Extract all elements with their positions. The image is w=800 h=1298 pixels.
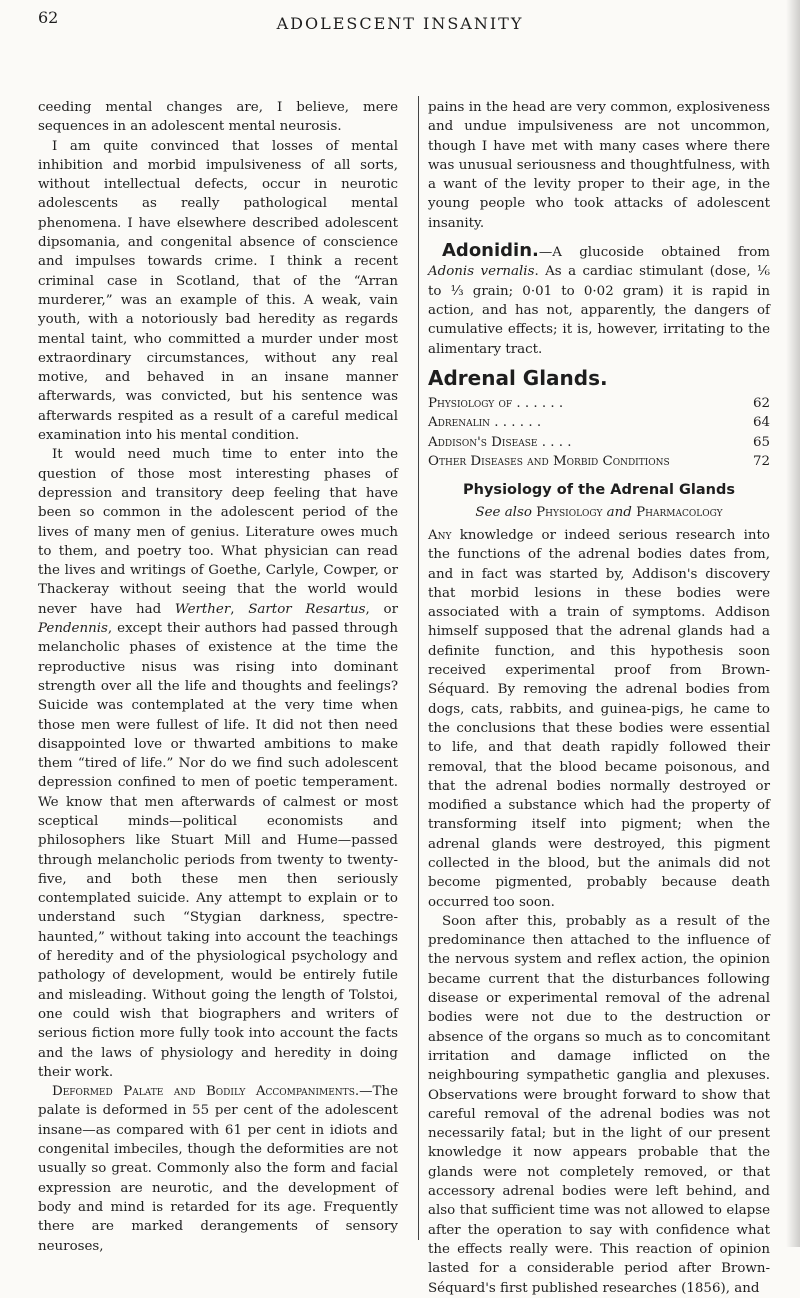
contents-row	[428, 394, 770, 413]
contents-row	[428, 413, 770, 432]
contents-page: 72	[752, 454, 770, 470]
book-title: Sartor Resartus	[248, 601, 366, 617]
page-edge-shadow	[786, 0, 800, 1247]
species-name: Adonis vernalis	[428, 264, 535, 280]
text: ,	[230, 601, 249, 617]
paragraph: pains in the head are very common, explosiveness and undue impulsiveness are not uncommon, though I have met with many cases where there was unusual seriousness and thoughtfulness, with a want of the levity proper to their age, in the young people who took attacks of adolescent insanity.	[428, 100, 770, 231]
contents-page: 64	[752, 415, 770, 431]
running-head: ADOLESCENT INSANITY	[276, 14, 524, 33]
contents-list	[428, 394, 770, 471]
entry-title-adrenal-glands: Adrenal Glands.	[428, 365, 608, 390]
paragraph: ceeding mental changes are, I believe, mere sequences in an adolescent mental neurosis.	[38, 100, 398, 135]
contents-label: Addison's Disease . . . .	[428, 434, 572, 450]
text: , or	[365, 601, 398, 617]
contents-label: Other Diseases and Morbid Conditions	[428, 454, 670, 470]
contents-row	[428, 433, 770, 452]
contents-page: 65	[752, 434, 770, 450]
left-column	[38, 98, 398, 1256]
see-also	[428, 503, 770, 522]
book-title: Werther	[174, 601, 231, 617]
contents-label: Physiology of . . . . . .	[428, 396, 564, 412]
paragraph-text: . As a cardiac stimulant (dose, ⅙ to ⅓ grain; 0·01 to 0·02 gram) it is rapid in action, and has not, apparently, the dangers of cumulative effects; it is, however, irritating to the alimentary tract.	[428, 264, 771, 357]
paragraph	[428, 241, 770, 359]
paragraph-text: It would need much time to enter into the question of those most interesting phases of depression and transitory deep feeling that have been so common in the adolescent period of the lives of many men of genius. Literature owes much to them, and poetry too. What physician can read the lives and writings of Goethe, Carlyle, Cowper, or Thackeray without seeing that the world would never have had	[38, 447, 398, 617]
paragraph	[38, 445, 398, 1082]
contents-row	[428, 452, 770, 471]
right-column	[428, 98, 770, 1298]
paragraph: Soon after this, probably as a result of the predominance then attached to the influence of the nervous system and reflex action, the opinion became current that the disturbances following disease or experimental removal of the adrenal bodies were not due to the destruction or absence of the organs so much as to concomitant irritation and damage inflicted on the neighbouring sympathetic ganglia and plexuses. Observations were brought forward to show that careful removal of the adrenal bodies was not necessarily fatal; but in the light of our present knowledge it now appears probable that the glands were not completely removed, or that accessory adrenal bodies were left behind, and also that sufficient time was not allowed to elapse after the operation to say with confidence what the effects really were. This reaction of opinion lasted for a considerable period after Brown-Séquard's first published researches (1856), and	[428, 913, 770, 1296]
see-also-and: and	[606, 504, 632, 520]
drop-word: Any	[428, 527, 452, 543]
entry-title-adonidin: Adonidin.	[442, 240, 539, 262]
paragraph-text: , except their authors had passed through melancholic phases of existence at the time the reproductive nisus was rising into dominant strength over all the life and thoughts and feelings? Suicide was contemplated at the very time when those men were fullest of life. It did not then need disappointed love or thwarted ambitions to make them “tired of life.” Nor do we find such adolescent depression confined to men of poetic temperament. We know that men afterwards of calmest or most sceptical minds—political economists and philosophers like Stuart Mill and Hume—passed through melancholic periods from twenty to twenty-five, and both these men then seriously contemplated suicide. Any attempt to explain or to understand such “Stygian darkness, spectre-haunted,” without taking into account the teachings of heredity and of the physiological psychology and pathology of development, would be entirely futile and misleading. Without going the length of Tolstoi, one could wish that biographers and writers of serious fiction more fully took into account the facts and the laws of physiology and heredity in doing their work.	[38, 621, 398, 1080]
book-title: Pendennis	[38, 621, 108, 637]
paragraph	[428, 526, 770, 912]
contents-label: Adrenalin . . . . . .	[428, 415, 542, 431]
cross-reference: Physiology	[536, 504, 603, 520]
paragraph-text: knowledge or indeed serious research into the functions of the adrenal bodies dates from, and in fact was started by, Addison's discovery that morbid lesions in these bodies were associated with a train of symptoms. Addison himself supposed that the adrenal glands had a definite function, and this hypothesis soon received experimental proof from Brown-Séquard. By removing the adrenal bodies from dogs, cats, rabbits, and guinea-pigs, he came to the conclusions that these bodies were essential to life, and that death rapidly followed their removal, that the blood became poisonous, and that the adrenal bodies normally destroyed or modified a substance which had the property of transforming itself into pigment; when the adrenal glands were destroyed, this pigment collected in the blood, but the animals did not become pigmented, probably because death occurred too soon.	[428, 527, 770, 910]
paragraph	[38, 1082, 398, 1256]
column-divider	[418, 96, 419, 1240]
paragraph: I am quite convinced that losses of mental inhibition and morbid impulsiveness of all sorts, without intellectual defects, occur in neurotic adolescents as really pathological mental phenomena. I have elsewhere described adolescent dipsomania, and congenital absence of conscience and impulses towards crime. I think a recent criminal case in Scotland, that of the “Arran murderer,” was an example of this. A weak, vain youth, with a notoriously bad heredity as regards mental taint, who committed a murder under most extraordinary circumstances, without any real motive, and behaved in an insane manner afterwards, was convicted, but his sentence was afterwards respited as a result of a careful medical examination into his mental condition.	[38, 138, 398, 444]
see-also-label: See also	[475, 504, 532, 520]
page-number: 62	[38, 8, 59, 27]
contents-page: 62	[752, 396, 770, 412]
paragraph-text: —A glucoside obtained from	[538, 245, 770, 261]
cross-reference: Pharmacology	[636, 504, 723, 520]
section-heading-inline: Deformed Palate and Bodily Accompaniments.	[52, 1084, 360, 1100]
subsection-title: Physiology of the Adrenal Glands	[463, 482, 735, 499]
paragraph-text: —The palate is deformed in 55 per cent of the adolescent insane—as compared with 61 per cent in idiots and congenital imbeciles, though the deformities are not usually so great. Commonly also the form and facial expression are neurotic, and the development of body and mind is retarded for its age. Frequently there are marked derangements of sensory neuroses,	[38, 1084, 398, 1254]
